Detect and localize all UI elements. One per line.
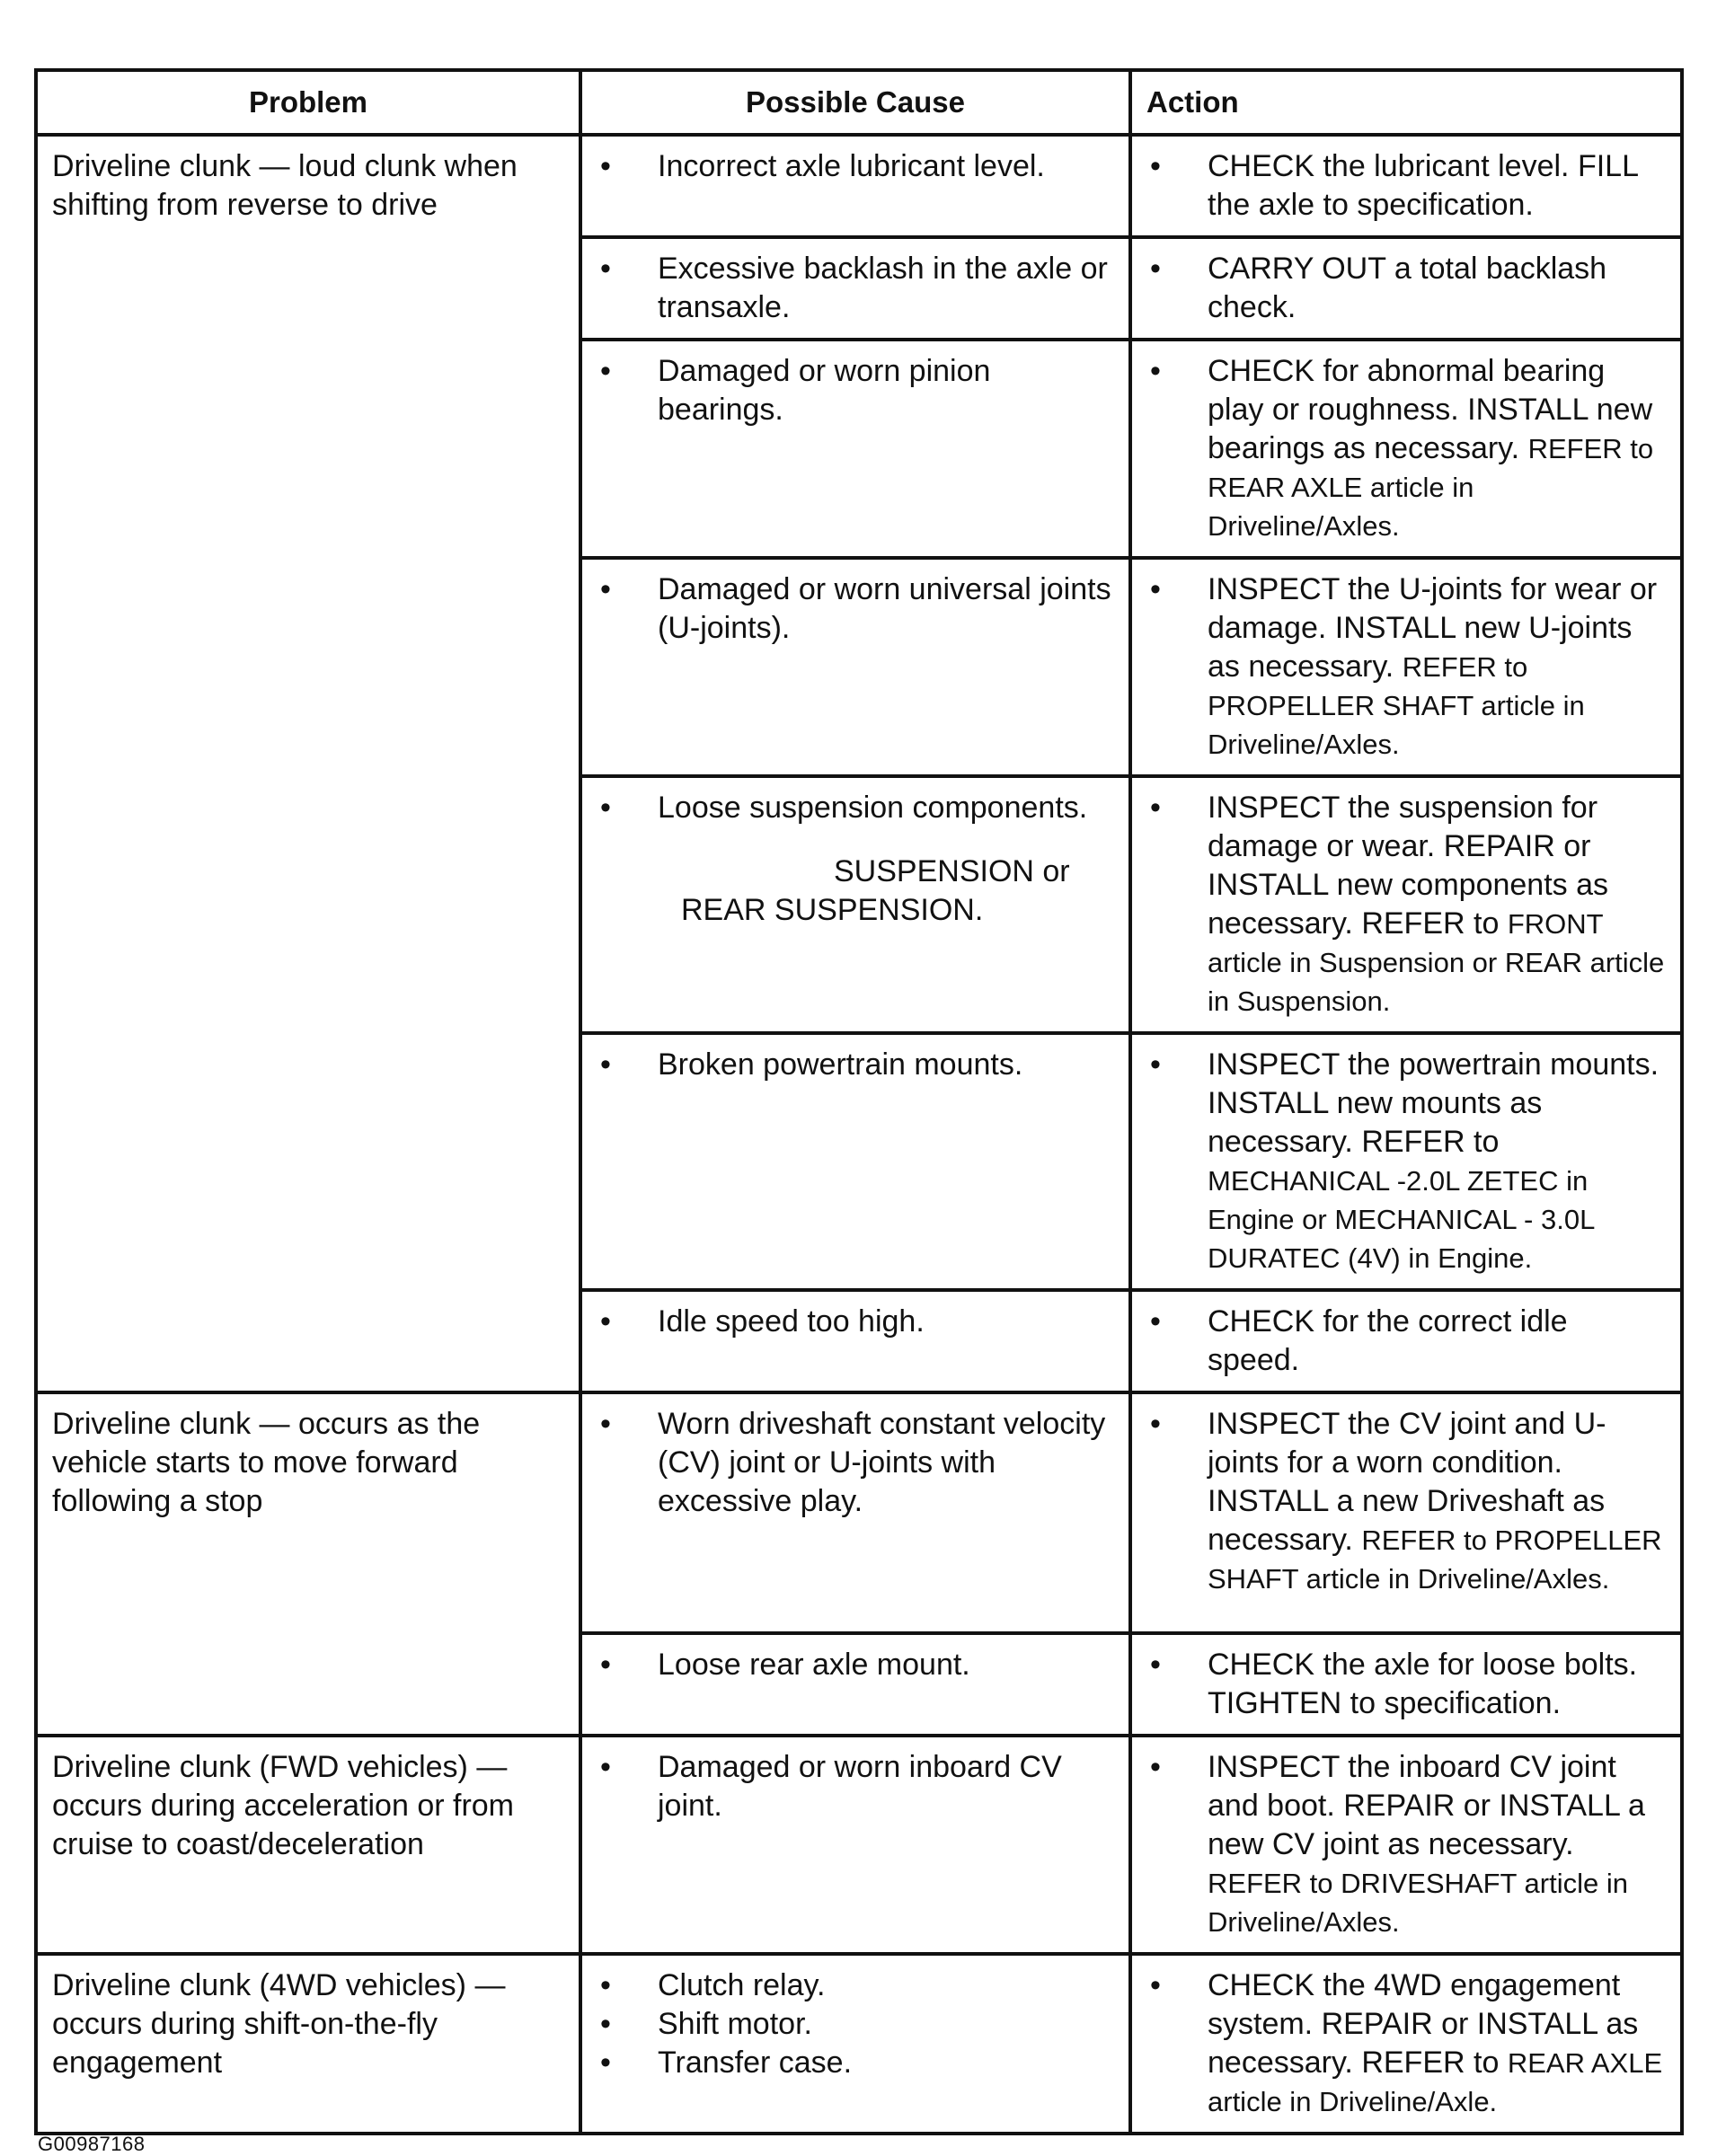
action-text: CHECK for the correct idle speed. — [1208, 1304, 1568, 1377]
diagnosis-sheet — [34, 68, 1680, 2155]
table-row — [36, 135, 1682, 237]
cause-item — [597, 1646, 1116, 1684]
action-text: INSPECT the suspension for damage or wear. REPAIR or INSTALL new components as necessary. REFER to — [1208, 791, 1609, 941]
bullet-icon: • — [600, 1968, 611, 2002]
problem-text: Driveline clunk (4WD vehicles) — occurs during shift-on-the-fly engagement — [52, 1968, 506, 2080]
action-cell — [1130, 1954, 1682, 2134]
cause-cell — [580, 558, 1130, 776]
cause-text: Loose suspension components. — [658, 791, 1088, 825]
bullet-icon: • — [600, 791, 611, 825]
cause-item — [597, 147, 1116, 186]
action-reference: REFER to DRIVESHAFT article in Driveline/Axles. — [1208, 1868, 1628, 1938]
cause-item — [597, 1405, 1116, 1521]
cause-cell — [580, 135, 1130, 237]
bullet-icon: • — [1150, 1648, 1161, 1682]
cause-text: Idle speed too high. — [658, 1304, 925, 1339]
cause-cell — [580, 1954, 1130, 2134]
action-cell — [1130, 237, 1682, 340]
cause-note-line: REAR SUSPENSION. — [681, 893, 984, 927]
bullet-icon: • — [600, 1407, 611, 1441]
action-cell — [1130, 1290, 1682, 1392]
cause-text: Damaged or worn pinion bearings. — [658, 354, 991, 427]
action-item — [1146, 1046, 1668, 1277]
bullet-icon: • — [600, 1750, 611, 1784]
cause-text: Excessive backlash in the axle or transaxle. — [658, 252, 1108, 324]
cause-text: Incorrect axle lubricant level. — [658, 149, 1045, 183]
header-possible-cause: Possible Cause — [580, 70, 1130, 135]
cause-item — [597, 2005, 1116, 2044]
bullet-icon: • — [1150, 1968, 1161, 2002]
cause-item — [597, 2044, 1116, 2082]
action-item — [1146, 570, 1668, 764]
action-text-wrap — [1208, 1303, 1668, 1380]
action-text-wrap — [1208, 570, 1668, 764]
action-reference: REFER to REAR AXLE article in Driveline/Axles. — [1208, 433, 1654, 542]
cause-item — [597, 1303, 1116, 1341]
cause-note-line: SUSPENSION or — [834, 854, 1070, 888]
action-cell — [1130, 776, 1682, 1033]
problem-cell — [36, 1954, 580, 2134]
action-cell — [1130, 135, 1682, 237]
cause-cell — [580, 1633, 1130, 1736]
cause-cell — [580, 1736, 1130, 1954]
problem-cell — [36, 1736, 580, 1954]
bullet-icon: • — [1150, 791, 1161, 825]
bullet-icon: • — [600, 1304, 611, 1339]
action-item — [1146, 1303, 1668, 1380]
cause-item — [597, 789, 1116, 827]
action-text: CHECK the 4WD engagement system. REPAIR or INSTALL as necessary. REFER to — [1208, 1968, 1639, 2080]
cause-text: Shift motor. — [658, 2007, 812, 2041]
action-reference: REFER to PROPELLER SHAFT article in Driveline/Axles. — [1208, 651, 1585, 760]
action-cell — [1130, 1736, 1682, 1954]
bullet-icon: • — [1150, 1750, 1161, 1784]
problem-text: Driveline clunk — occurs as the vehicle starts to move forward following a stop — [52, 1407, 481, 1518]
bullet-icon: • — [600, 1648, 611, 1682]
problem-cell — [36, 1392, 580, 1736]
cause-item — [597, 1748, 1116, 1825]
action-item — [1146, 1646, 1668, 1723]
action-text-wrap — [1208, 250, 1668, 327]
action-cell — [1130, 340, 1682, 558]
diagnosis-body — [36, 135, 1682, 2134]
cause-cell — [580, 1392, 1130, 1633]
bullet-icon: • — [1150, 1047, 1161, 1082]
action-text: INSPECT the U-joints for wear or damage. INSTALL new U-joints as necessary. — [1208, 572, 1658, 684]
action-text-wrap — [1208, 1966, 1668, 2121]
bullet-icon: • — [1150, 354, 1161, 388]
cause-item — [597, 570, 1116, 648]
action-item — [1146, 1966, 1668, 2121]
problem-text: Driveline clunk (FWD vehicles) — occurs during acceleration or from cruise to coast/deceleration — [52, 1750, 515, 1861]
cause-item — [597, 1046, 1116, 1084]
bullet-icon: • — [600, 354, 611, 388]
bullet-icon: • — [600, 572, 611, 606]
bullet-icon: • — [600, 1047, 611, 1082]
action-item — [1146, 250, 1668, 327]
action-text: CHECK for abnormal bearing play or roughness. INSTALL new bearings as necessary. — [1208, 354, 1653, 465]
action-item — [1146, 789, 1668, 1021]
header-problem: Problem — [36, 70, 580, 135]
bullet-icon: • — [1150, 1407, 1161, 1441]
action-text-wrap — [1208, 147, 1668, 225]
action-cell — [1130, 558, 1682, 776]
diagnosis-table — [34, 68, 1684, 2135]
table-row — [36, 1392, 1682, 1633]
action-cell — [1130, 1392, 1682, 1633]
cause-text: Worn driveshaft constant velocity (CV) joint or U-joints with excessive play. — [658, 1407, 1106, 1518]
cause-cell — [580, 1290, 1130, 1392]
action-item — [1146, 1748, 1668, 1941]
action-text: CHECK the lubricant level. FILL the axle to specification. — [1208, 149, 1638, 222]
cause-item — [597, 352, 1116, 429]
bullet-icon: • — [600, 149, 611, 183]
bullet-icon: • — [600, 2007, 611, 2041]
action-text: INSPECT the powertrain mounts. INSTALL new mounts as necessary. REFER to — [1208, 1047, 1659, 1159]
action-reference: FRONT article in Suspension or REAR article in Suspension. — [1208, 908, 1665, 1017]
action-text-wrap — [1208, 352, 1668, 545]
cause-text: Transfer case. — [658, 2046, 853, 2080]
bullet-icon: • — [1150, 149, 1161, 183]
action-text-wrap — [1208, 1046, 1668, 1277]
action-text-wrap — [1208, 1405, 1668, 1598]
cause-cell — [580, 776, 1130, 1033]
cause-text: Damaged or worn universal joints (U-joints). — [658, 572, 1111, 645]
action-text: CARRY OUT a total backlash check. — [1208, 252, 1607, 324]
table-row — [36, 1736, 1682, 1954]
bullet-icon: • — [1150, 572, 1161, 606]
action-text-wrap — [1208, 1748, 1668, 1941]
action-item — [1146, 352, 1668, 545]
problem-text: Driveline clunk — loud clunk when shifting from reverse to drive — [52, 149, 518, 222]
cause-item — [597, 1966, 1116, 2005]
cause-cell — [580, 340, 1130, 558]
bullet-icon: • — [1150, 1304, 1161, 1339]
action-reference: MECHANICAL -2.0L ZETEC in Engine or MECHANICAL - 3.0L DURATEC (4V) in Engine. — [1208, 1165, 1595, 1274]
cause-text: Loose rear axle mount. — [658, 1648, 970, 1682]
action-text: INSPECT the inboard CV joint and boot. REPAIR or INSTALL a new CV joint as necessary. — [1208, 1750, 1645, 1861]
cause-cell — [580, 1033, 1130, 1290]
cause-text: Clutch relay. — [658, 1968, 826, 2002]
cause-text: Broken powertrain mounts. — [658, 1047, 1023, 1082]
action-cell — [1130, 1633, 1682, 1736]
figure-id: G00987168 — [38, 2133, 146, 2155]
action-text: INSPECT the CV joint and U-joints for a worn condition. INSTALL a new Driveshaft as necessary. — [1208, 1407, 1606, 1557]
cause-cell — [580, 237, 1130, 340]
table-row — [36, 1954, 1682, 2134]
action-reference: REFER to PROPELLER SHAFT article in Driveline/Axles. — [1208, 1524, 1662, 1595]
action-cell — [1130, 1033, 1682, 1290]
header-action: Action — [1130, 70, 1682, 135]
cause-text: Damaged or worn inboard CV joint. — [658, 1750, 1062, 1823]
action-reference: REAR AXLE article in Driveline/Axle. — [1208, 2047, 1663, 2117]
bullet-icon: • — [600, 2046, 611, 2080]
cause-item — [597, 250, 1116, 327]
bullet-icon: • — [600, 252, 611, 286]
cause-note — [597, 853, 1116, 930]
action-text: CHECK the axle for loose bolts. TIGHTEN to specification. — [1208, 1648, 1638, 1720]
header-row — [36, 70, 1682, 135]
bullet-icon: • — [1150, 252, 1161, 286]
action-item — [1146, 147, 1668, 225]
action-item — [1146, 1405, 1668, 1598]
problem-cell — [36, 135, 580, 1392]
action-text-wrap — [1208, 1646, 1668, 1723]
action-text-wrap — [1208, 789, 1668, 1021]
